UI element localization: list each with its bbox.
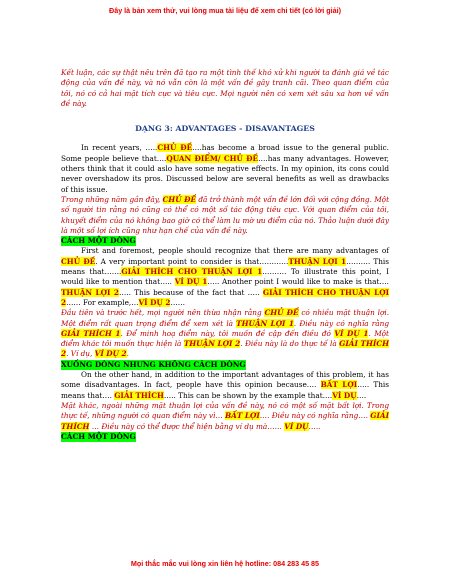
placeholder-advantage-2: THUẬN LỢI 2 [61, 287, 119, 297]
spacing-label: CÁCH MỘT DÒNG [61, 236, 136, 246]
placeholder-opinion: QUAN ĐIỂM/ CHỦ ĐỀ [166, 153, 259, 163]
spacing-label: CÁCH MỘT DÒNG [61, 431, 136, 441]
placeholder-topic: CHỦ ĐỀ [162, 194, 197, 204]
placeholder-explain-1: GIẢI THÍCH CHO THUẬN LỢI 1 [121, 267, 263, 277]
placeholder-explain-2: GIẢI THÍCH CHO THUẬN LỢI 2 [61, 287, 389, 307]
placeholder-example: VÍ DỤ [332, 390, 357, 400]
placeholder-explain: GIẢI THÍCH [114, 390, 164, 400]
spacing-label: XUỐNG DÒNG NHƯNG KHÔNG CÁCH DÒNG [61, 359, 246, 369]
hotline-footer: Mọi thắc mắc vui lòng xin liên hệ hotline: 084 283 45 85 [130, 559, 320, 568]
document-body [61, 68, 389, 442]
placeholder-topic: CHỦ ĐỀ [61, 256, 96, 266]
section-title: DẠNG 3: ADVANTAGES - DISAVANTAGES [135, 124, 315, 134]
placeholder-example-2: VÍ DỤ 2 [138, 297, 171, 307]
body1-template-en: First and foremost, people should recognize that there are many advantages of CHỦ ĐỀ. A very important point to consider is that…………THUẬN LỢI 1………. This means that…….GIẢI THÍCH CHO THUẬN LỢI 1………. To illustrate this point, I would like to mention that….. VÍ DỤ 1….. Another point I would like to make is that…. THUẬN LỢI 2….. This because of the fact that ….. GIẢI THÍCH CHO THUẬN LỢI 2…… For example,…VÍ DỤ 2…… [61, 246, 389, 307]
intro-template-vi: Trong những năm gần đây, CHỦ ĐỀ đã trở thành một vấn đề lớn đối với cộng đồng. Một số người tin rằng nó cũng có thể có một số tác động tiêu cực. Với quan điểm của tôi, khuyết điểm của nó không bao giờ có thể làm lu mờ ưu điểm của nó. Thảo luận dưới đây là một số lợi ích cũng như hạn chế của vấn đề này. [61, 194, 390, 235]
placeholder-disadvantage: BẤT LỢI [320, 380, 358, 390]
body2-template-en: On the other hand, in addition to the important advantages of this problem, it has some disadvantages. In fact, people have this opinion because…. BẤT LỢI….. This means that…. GIẢI THÍCH….. This can be shown by the example that….VÍ DỤ…. [61, 370, 389, 400]
preview-header: Đây là bản xem thử, vui lòng mua tài liệu để xem chi tiết (có lời giải) [109, 6, 341, 15]
placeholder-topic: CHỦ ĐỀ [157, 143, 193, 153]
intro-paragraph: Kết luận, các sự thật nêu trên đã tạo ra một tình thế khó xử khi người ta đánh giá về tác động của vấn đề này, và nó vẫn còn là một vấn đề gây tranh cãi. Theo quan điểm của tôi, nó có cả hai mặt tích cực và tiêu cực. Mọi người nên có xem xét sâu xa hơn về vấn đề này. [61, 68, 389, 108]
body2-template-vi: Mặt khác, ngoài những mặt thuận lợi của vấn đề này, nó có một số mặt bất lợi. Trong thực tế, những người có quan điểm này vì… BẤT LỢI…. Điều này có nghĩa rằng…. GIẢI THÍCH … Điều này có thể được thể hiện bằng ví dụ mà…… VÍ DỤ….. [61, 400, 390, 431]
body1-template-vi: Đầu tiên và trước hết, mọi người nên thừa nhận rằng CHỦ ĐỀ có nhiều mặt thuận lợi. Một điểm rất quan trọng điểm để xem xét là THUẬN LỢI 1. Điều này có nghĩa rằng GIẢI THÍCH 1. Để minh hoạ điểm này, tôi muốn đề cập đến điều đó VÍ DỤ 1. Một điểm khác tôi muốn thực hiện là THUẬN LỢI 2. Điều này là do thực tế là GIẢI THÍCH 2. Ví dụ, VÍ DỤ 2. [61, 308, 390, 359]
placeholder-advantage-1: THUẬN LỢI 1 [288, 256, 347, 266]
placeholder-example-1: VÍ DỤ 1 [174, 277, 208, 287]
intro-template-en: In recent years, …..CHỦ ĐỀ….has become a broad issue to the general public. Some people believe that….QUAN ĐIỂM/ CHỦ ĐỀ….has many advantages. However, others think that it could aslo have some negative effects. In my opinion, its cons could never overshadow its pros. Discussed below are several benefits as well as drawbacks of this issue. [61, 143, 389, 194]
